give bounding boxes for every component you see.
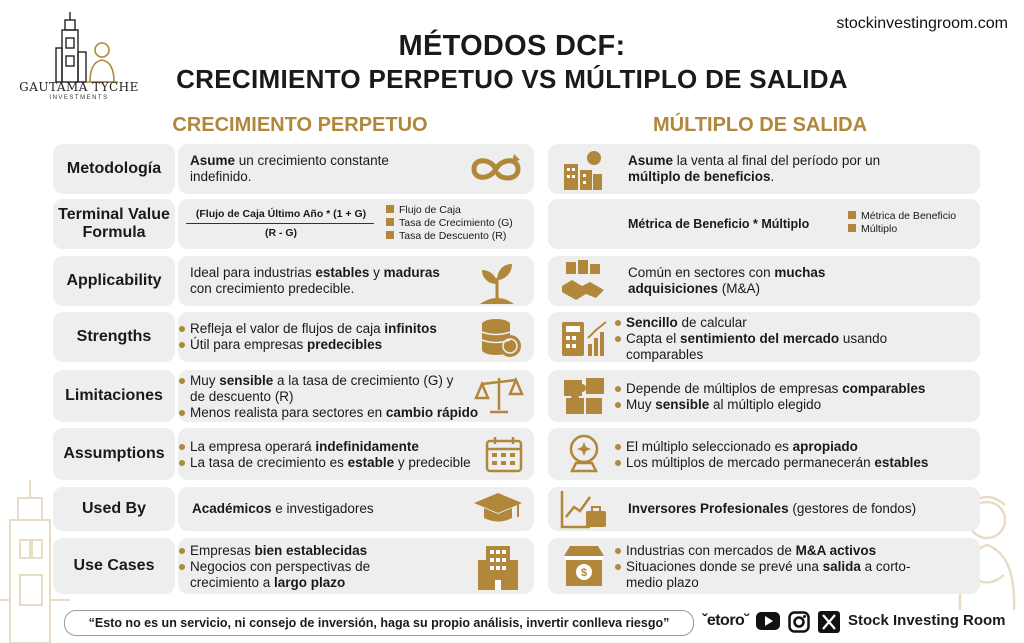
disclaimer: “Esto no es un servicio, ni consejo de inversión, haga su propio análisis, invertir conlleva riesgo”	[64, 610, 694, 636]
cell-strengths-left	[178, 312, 534, 362]
list-item: Menos realista para sectores en cambio rápido	[178, 405, 513, 421]
text-limitaciones-left	[178, 373, 513, 421]
cell-limitaciones-left	[178, 370, 534, 422]
list-item: La empresa operará indefinidamente	[178, 439, 518, 455]
text-limitaciones-right	[614, 381, 974, 413]
list-item: Empresas bien establecidas	[178, 543, 448, 559]
etoro-logo[interactable]: ˇetoro˘	[702, 612, 750, 629]
text-usedby-right: Inversores Profesionales (gestores de fondos)	[628, 501, 917, 516]
cell-applicability-left	[178, 256, 534, 306]
formula-denominator: (R - G)	[264, 227, 298, 239]
instagram-icon[interactable]	[788, 611, 810, 633]
list-item: Sencillo de calcular	[614, 315, 914, 331]
page-title: MÉTODOS DCF:	[398, 30, 626, 62]
page-subtitle: CRECIMIENTO PERPETUO VS MÚLTIPLO DE SALIDA	[176, 64, 848, 94]
text-strengths-right	[614, 315, 914, 363]
brand-name: GAUTAMA TYCHE	[19, 80, 139, 94]
list-item: El múltiplo seleccionado es apropiado	[614, 439, 974, 455]
text-usecases-left	[178, 543, 448, 591]
text-applicability-right: Común en sectores con muchas adquisiciones (M&A)	[628, 265, 826, 296]
site-url[interactable]: stockinvestingroom.com	[836, 15, 1008, 32]
list-item: Negocios con perspectivas de crecimiento a largo plazo	[178, 559, 420, 591]
handshake-icon	[560, 260, 606, 304]
formula-exit-multiple: Métrica de Beneficio * Múltiplo	[628, 217, 810, 231]
calendar-icon	[484, 435, 524, 473]
sprout-icon	[474, 260, 520, 304]
city-coin-icon	[562, 150, 604, 190]
text-assumptions-left	[178, 439, 518, 471]
row-label-terminal-value: Terminal Value Formula	[53, 199, 175, 249]
row-label-used-by: Used By	[53, 487, 175, 531]
row-label-applicability: Applicability	[53, 256, 175, 306]
list-item: Depende de múltiplos de empresas comparables	[614, 381, 974, 397]
list-item: Muy sensible al múltiplo elegido	[614, 397, 974, 413]
scale-icon	[474, 374, 524, 414]
list-item: Capta el sentimiento del mercado usando comparables	[614, 331, 914, 363]
legend-item: Flujo de Caja	[386, 204, 534, 217]
text-metodologia-right: Asume la venta al final del período por un múltiplo de beneficios.	[628, 153, 881, 184]
cell-terminal-right	[548, 199, 980, 249]
youtube-icon[interactable]	[756, 612, 780, 630]
text-applicability-left: Ideal para industrias estables y maduras con crecimiento predecible.	[190, 265, 440, 296]
cell-metodologia-right	[548, 144, 980, 194]
footer-brand: Stock Investing Room	[848, 612, 1006, 629]
cell-limitaciones-right	[548, 370, 980, 422]
cell-metodologia-left	[178, 144, 534, 194]
cell-strengths-right	[548, 312, 980, 362]
cell-applicability-right	[548, 256, 980, 306]
crystal-ball-icon	[566, 433, 602, 475]
cell-assumptions-left	[178, 428, 534, 480]
row-label-strengths: Strengths	[53, 312, 175, 362]
cell-usecases-right	[548, 538, 980, 594]
building-icon	[476, 544, 520, 590]
formula-legend-left	[386, 204, 534, 243]
legend-item: Tasa de Crecimiento (G)	[386, 217, 534, 230]
cycle-arrows-icon	[468, 150, 524, 188]
svg-text:$: $	[580, 567, 588, 579]
list-item: Situaciones donde se prevé una salida a corto-medio plazo	[614, 559, 926, 591]
cell-assumptions-right	[548, 428, 980, 480]
graduation-cap-icon	[472, 491, 524, 527]
column-header-left: CRECIMIENTO PERPETUO	[172, 114, 428, 136]
puzzle-icon	[562, 376, 606, 416]
x-icon[interactable]	[818, 611, 840, 633]
row-label-use-cases: Use Cases	[53, 538, 175, 594]
row-label-assumptions: Assumptions	[53, 428, 175, 480]
list-item: Muy sensible a la tasa de crecimiento (G) y de descuento (R)	[178, 373, 460, 405]
cell-usedby-left	[178, 487, 534, 531]
text-usecases-right	[614, 543, 954, 591]
cell-usecases-left	[178, 538, 534, 594]
column-header-right: MÚLTIPLO DE SALIDA	[652, 114, 868, 136]
legend-item: Métrica de Beneficio	[848, 210, 978, 223]
text-usedby-left: Académicos e investigadores	[192, 501, 374, 516]
text-metodologia-left: Asume un crecimiento constante indefinido.	[190, 153, 389, 184]
brand-subtitle: INVESTMENTS	[49, 95, 109, 101]
text-strengths-left	[178, 321, 478, 353]
row-label-limitaciones: Limitaciones	[53, 370, 175, 422]
list-item: Refleja el valor de flujos de caja infinitos	[178, 321, 478, 337]
cell-usedby-right	[548, 487, 980, 531]
shop-icon	[562, 544, 606, 588]
formula-numerator: (Flujo de Caja Último Año * (1 + G)	[195, 208, 367, 220]
legend-item: Múltiplo	[848, 223, 978, 236]
row-label-metodologia: Metodología	[53, 144, 175, 194]
list-item: Los múltiplos de mercado permanecerán estables	[614, 455, 974, 471]
legend-item: Tasa de Descuento (R)	[386, 230, 534, 243]
list-item: Útil para empresas predecibles	[178, 337, 478, 353]
formula-legend-right	[848, 210, 978, 236]
formula-fraction-line	[186, 223, 374, 224]
list-item: Industrias con mercados de M&A activos	[614, 543, 954, 559]
text-assumptions-right	[614, 439, 974, 471]
chart-briefcase-icon	[560, 489, 608, 529]
coins-icon	[480, 316, 522, 360]
calculator-chart-icon	[560, 318, 608, 358]
list-item: La tasa de crecimiento es estable y predecible	[178, 455, 518, 471]
cell-terminal-left	[178, 199, 534, 249]
